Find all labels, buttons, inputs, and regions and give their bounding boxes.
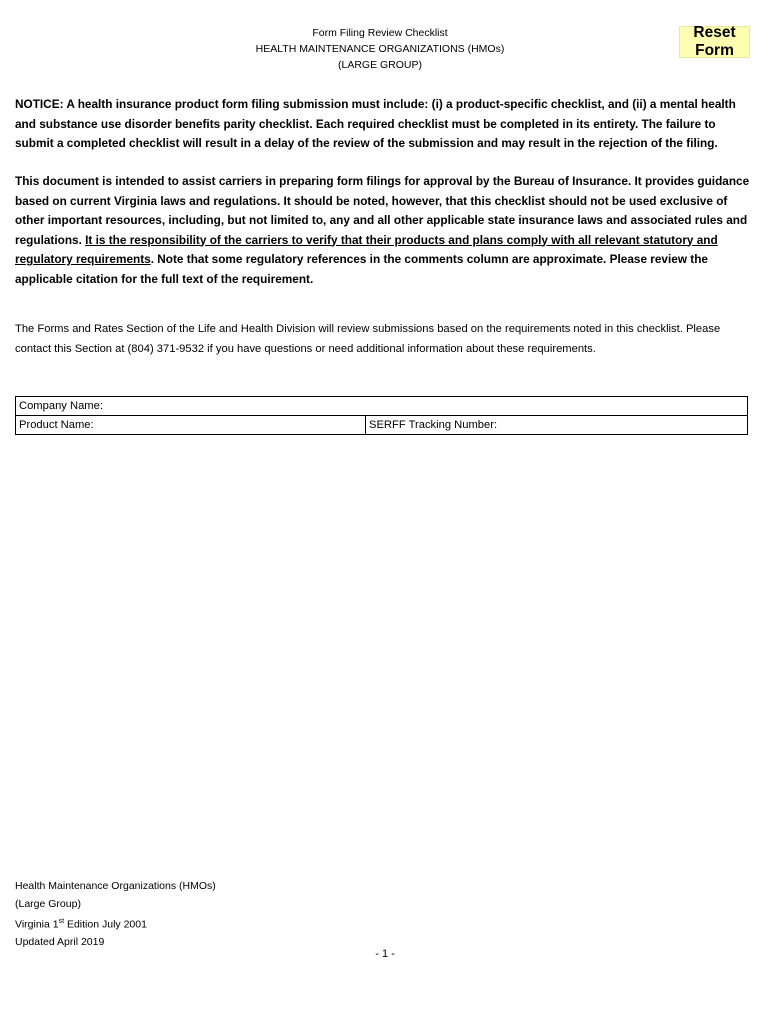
footer-line-4: Updated April 2019 [15, 936, 105, 948]
header-group: (LARGE GROUP) [337, 59, 422, 71]
footer-line-2: (Large Group) [15, 897, 81, 910]
header-subtitle: HEALTH MAINTENANCE ORGANIZATIONS (HMOs) [255, 43, 505, 55]
edition-date: Edition July 2001 [64, 918, 147, 931]
edition-superscript: st [58, 918, 65, 925]
product-name-field[interactable]: Product Name: [16, 416, 366, 435]
notice-paragraph: NOTICE: A health insurance product form filing submission must include: (i) a product-specific checklist, and (ii) a mental health and substance use disorder benefits parity checklist. Each required checklist must be completed in its entirety. The failure to submit a completed checklist will result in a delay of the review of the submission and may result in the rejection of the filing. [15, 97, 736, 150]
intro-text-1: This document is intended to assist carriers in preparing form filings for approval by the Bureau of Insurance. It provides guidance based on current Virginia laws and regulations. It should be noted, however, that this checklist should not be used exclusive of other important resources, including, but not limited to, any and all other applicable state insurance laws and associated rules and regulations. [15, 174, 750, 247]
document-header [180, 25, 580, 73]
footer-line-1: Health Maintenance Organizations (HMOs) [15, 880, 216, 892]
company-name-field[interactable]: Company Name: [16, 397, 748, 416]
edition-text: Virginia 1 [15, 918, 59, 931]
serff-tracking-field[interactable]: SERFF Tracking Number: [366, 416, 748, 435]
page-number: - 1 - [375, 948, 395, 960]
footer [15, 878, 216, 952]
header-title: Form Filing Review Checklist [312, 27, 448, 39]
intro-paragraph [15, 172, 750, 289]
company-info-table [15, 396, 748, 435]
reset-form-button[interactable]: Reset Form [679, 26, 750, 58]
footer-line-3 [15, 913, 216, 934]
intro-underlined-text: It is the responsibility of the carriers to verify that their products and plans comply with all relevant statutory and regulatory requirements [15, 232, 718, 266]
intro-text-2: . Note that some regulatory references in the comments column are approximate. Please review the applicable citation for the full text of the requirement. [15, 252, 708, 286]
forms-section-paragraph: The Forms and Rates Section of the Life and Health Division will review submissions based on the requirements noted in this checklist. Please contact this Section at (804) 371-9532 if you have questions or need additional information about these requirements. [15, 323, 721, 355]
